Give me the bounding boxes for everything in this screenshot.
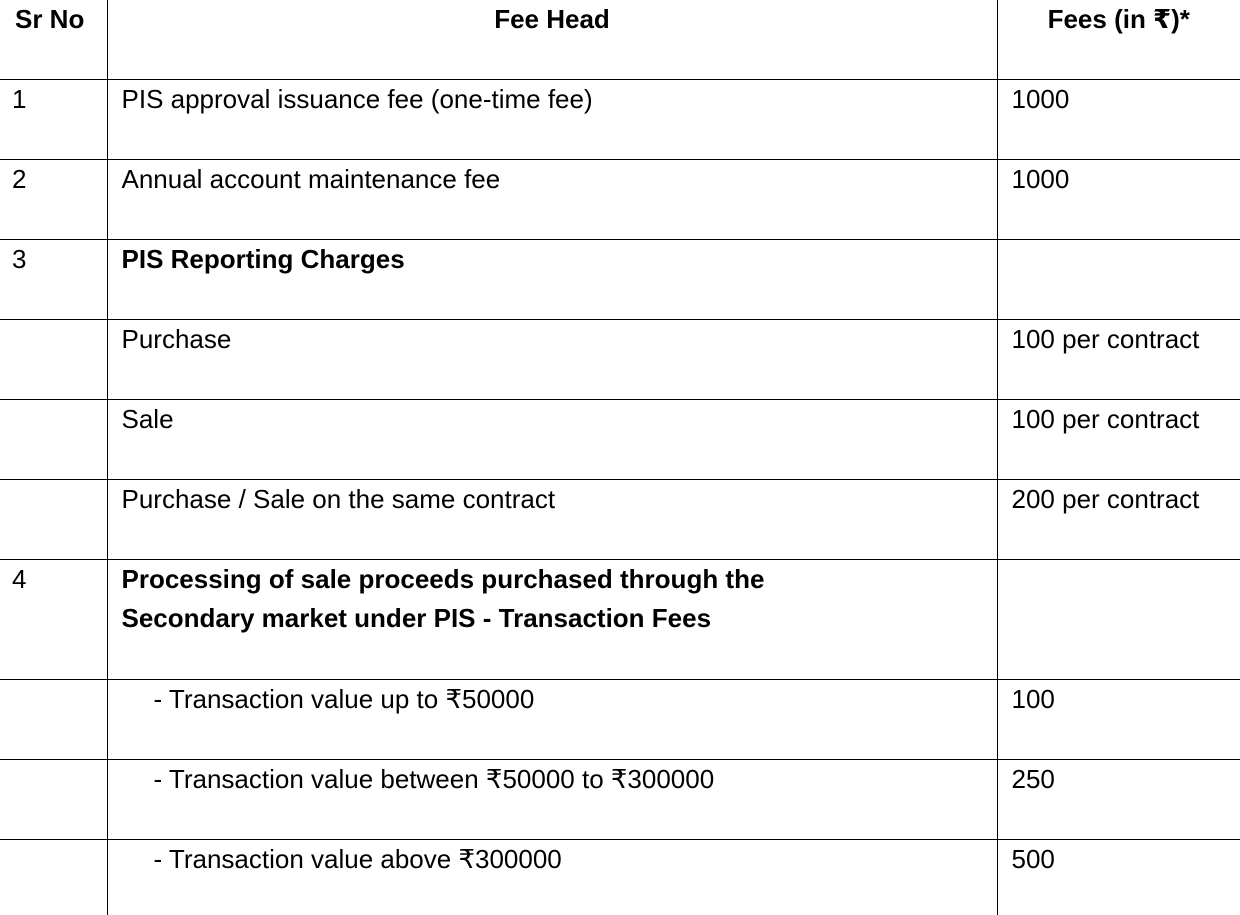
table-row xyxy=(0,839,1240,915)
sr-no-cell: 3 xyxy=(0,239,107,319)
table-row xyxy=(0,759,1240,839)
fee-cell: 100 xyxy=(997,679,1240,759)
header-fees: Fees (in ₹)* xyxy=(997,0,1240,79)
fee-head-cell: Purchase xyxy=(107,319,997,399)
section-heading-line-1: Processing of sale proceeds purchased through the xyxy=(121,563,765,594)
table-row xyxy=(0,239,1240,319)
fee-cell: 250 xyxy=(997,759,1240,839)
table-row xyxy=(0,319,1240,399)
sr-no-cell xyxy=(0,479,107,559)
sr-no-cell xyxy=(0,399,107,479)
fee-cell xyxy=(997,239,1240,319)
fee-cell: 1000 xyxy=(997,159,1240,239)
sr-no-cell: 2 xyxy=(0,159,107,239)
section-heading-cell xyxy=(107,559,997,679)
section-heading-line-2: Secondary market under PIS - Transaction Fees xyxy=(121,602,712,633)
fee-head-cell: - Transaction value above ₹300000 xyxy=(107,839,997,915)
fee-head-cell: - Transaction value up to ₹50000 xyxy=(107,679,997,759)
section-heading-cell: PIS Reporting Charges xyxy=(107,239,997,319)
table-header-row xyxy=(0,0,1240,79)
fee-cell: 200 per contract xyxy=(997,479,1240,559)
header-fee-head: Fee Head xyxy=(107,0,997,79)
table-row xyxy=(0,679,1240,759)
sr-no-cell: 1 xyxy=(0,79,107,159)
fee-head-cell: Annual account maintenance fee xyxy=(107,159,997,239)
fee-cell: 100 per contract xyxy=(997,319,1240,399)
sr-no-cell xyxy=(0,839,107,915)
fee-cell: 1000 xyxy=(997,79,1240,159)
fee-cell xyxy=(997,559,1240,679)
table-row xyxy=(0,79,1240,159)
fee-head-cell: Purchase / Sale on the same contract xyxy=(107,479,997,559)
table-row xyxy=(0,559,1240,679)
sr-no-cell xyxy=(0,319,107,399)
fee-head-cell: Sale xyxy=(107,399,997,479)
table-row xyxy=(0,479,1240,559)
table-row xyxy=(0,399,1240,479)
fee-cell: 500 xyxy=(997,839,1240,915)
sr-no-cell xyxy=(0,759,107,839)
fee-cell: 100 per contract xyxy=(997,399,1240,479)
fee-head-cell: - Transaction value between ₹50000 to ₹300000 xyxy=(107,759,997,839)
sr-no-cell xyxy=(0,679,107,759)
sr-no-cell: 4 xyxy=(0,559,107,679)
table-row xyxy=(0,159,1240,239)
header-sr-no: Sr No xyxy=(15,4,85,34)
fee-head-cell: PIS approval issuance fee (one-time fee) xyxy=(107,79,997,159)
